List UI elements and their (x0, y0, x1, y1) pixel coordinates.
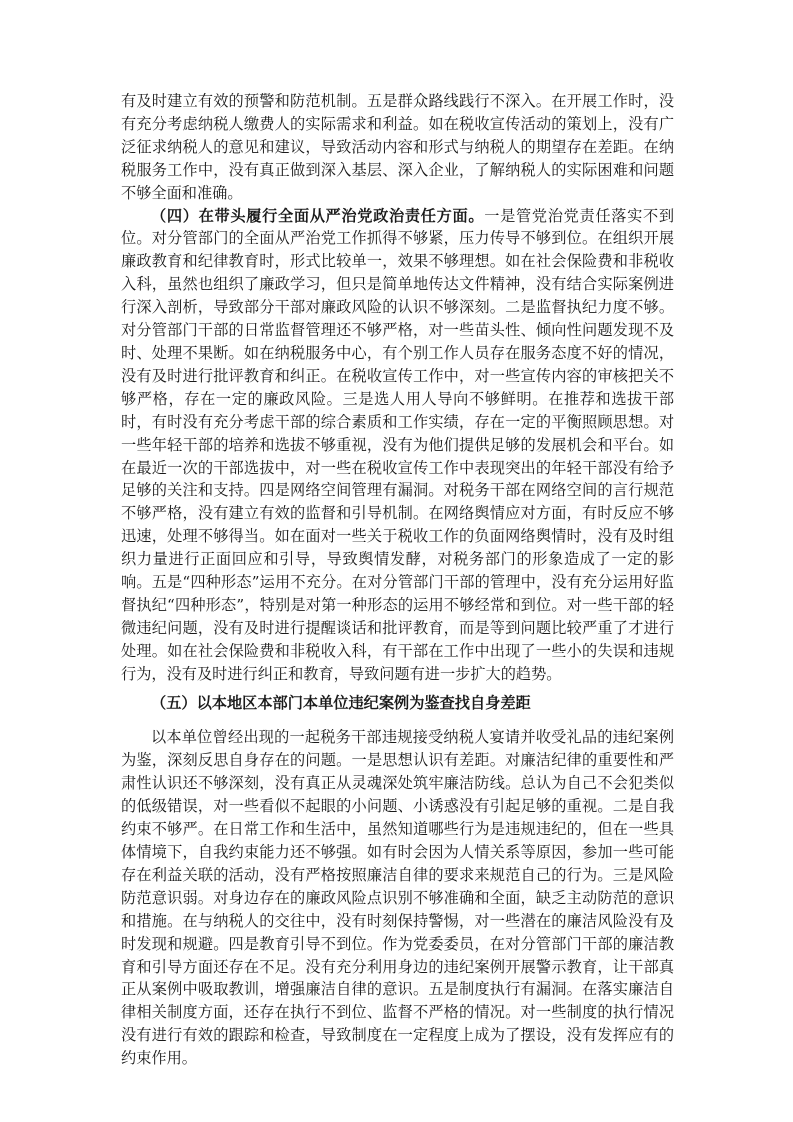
section-5-text: 以本单位曾经出现的一起税务干部违规接受纳税人宴请并收受礼品的违纪案例为鉴，深刻反思自身存在的问题。一是思想认识有差距。对廉洁纪律的重要性和严肃性认识还不够深刻，没有真正从灵魂深处筑牢廉洁防线。总认为自己不会犯类似的低级错误，对一些看似不起眼的小问题、小诱惑没有引起足够的重视。二是自我约束不够严。在日常工作和生活中，虽然知道哪些行为是违规违纪的，但在一些具体情境下，自我约束能力还不够强。如有时会因为人情关系等原因，参加一些可能存在利益关联的活动，没有严格按照廉洁自律的要求来规范自己的行为。三是风险防范意识弱。对身边存在的廉政风险点识别不够准确和全面，缺乏主动防范的意识和措施。在与纳税人的交往中，没有时刻保持警惕，对一些潜在的廉洁风险没有及时发现和规避。四是教育引导不到位。作为党委委员，在对分管部门干部的廉洁教育和引导方面还存在不足。没有充分利用身边的违纪案例开展警示教育，让干部真正从案例中吸取教训，增强廉洁自律的意识。五是制度执行有漏洞。在落实廉洁自律相关制度方面，还存在执行不到位、监督不严格的情况。对一些制度的执行情况没有进行有效的跟踪和检查，导致制度在一定程度上成为了摆设，没有发挥应有的约束作用。 (121, 728, 674, 1068)
section-5-heading-text: （五）以本地区本部门本单位违纪案例为鉴查找自身差距 (151, 693, 531, 712)
paragraph-text: 有及时建立有效的预警和防范机制。五是群众路线践行不深入。在开展工作时，没有充分考虑纳税人缴费人的实际需求和利益。如在税收宣传活动的策划上，没有广泛征求纳税人的意见和建议，导致活动内容和形式与纳税人的期望存在差距。在纳税服务工作中，没有真正做到深入基层、深入企业，了解纳税人的实际困难和问题不够全面和准确。 (121, 92, 674, 202)
paragraph-continuation (121, 90, 674, 205)
document-page (121, 90, 674, 1070)
paragraph-section-4 (121, 205, 674, 686)
section-4-text: 一是管党治党责任落实不到位。对分管部门的全面从严治党工作抓得不够紧，压力传导不够到位。在组织开展廉政教育和纪律教育时，形式比较单一，效果不够理想。如在社会保险费和非税收入科，虽然也组织了廉政学习，但只是简单地传达文件精神，没有结合实际案例进行深入剖析，导致部分干部对廉政风险的认识不够深刻。二是监督执纪力度不够。对分管部门干部的日常监督管理还不够严格，对一些苗头性、倾向性问题发现不及时、处理不果断。如在纳税服务中心，有个别工作人员存在服务态度不好的情况，没有及时进行批评教育和纠正。在税收宣传工作中，对一些宣传内容的审核把关不够严格，存在一定的廉政风险。三是选人用人导向不够鲜明。在推荐和选拔干部时，有时没有充分考虑干部的综合素质和工作实绩，存在一定的平衡照顾思想。对一些年轻干部的培养和选拔不够重视，没有为他们提供足够的发展机会和平台。如在最近一次的干部选拔中，对一些在税收宣传工作中表现突出的年轻干部没有给予足够的关注和支持。四是网络空间管理有漏洞。对税务干部在网络空间的言行规范不够严格，没有建立有效的监督和引导机制。在网络舆情应对方面，有时反应不够迅速，处理不够得当。如在面对一些关于税收工作的负面网络舆情时，没有及时组织力量进行正面回应和引导，导致舆情发酵，对税务部门的形象造成了一定的影响。五是“四种形态”运用不充分。在对分管部门干部的管理中，没有充分运用好监督执纪“四种形态”，特别是对第一种形态的运用不够经常和到位。对一些干部的轻微违纪问题，没有及时进行提醒谈话和批评教育，而是等到问题比较严重了才进行处理。如在社会保险费和非税收入科，有干部在工作中出现了一些小的失误和违规行为，没有及时进行纠正和教育，导致问题有进一步扩大的趋势。 (121, 206, 675, 683)
section-4-heading: （四）在带头履行全面从严治党政治责任方面。 (151, 206, 485, 225)
paragraph-section-5-body (121, 726, 674, 1070)
section-5-heading (121, 692, 674, 715)
